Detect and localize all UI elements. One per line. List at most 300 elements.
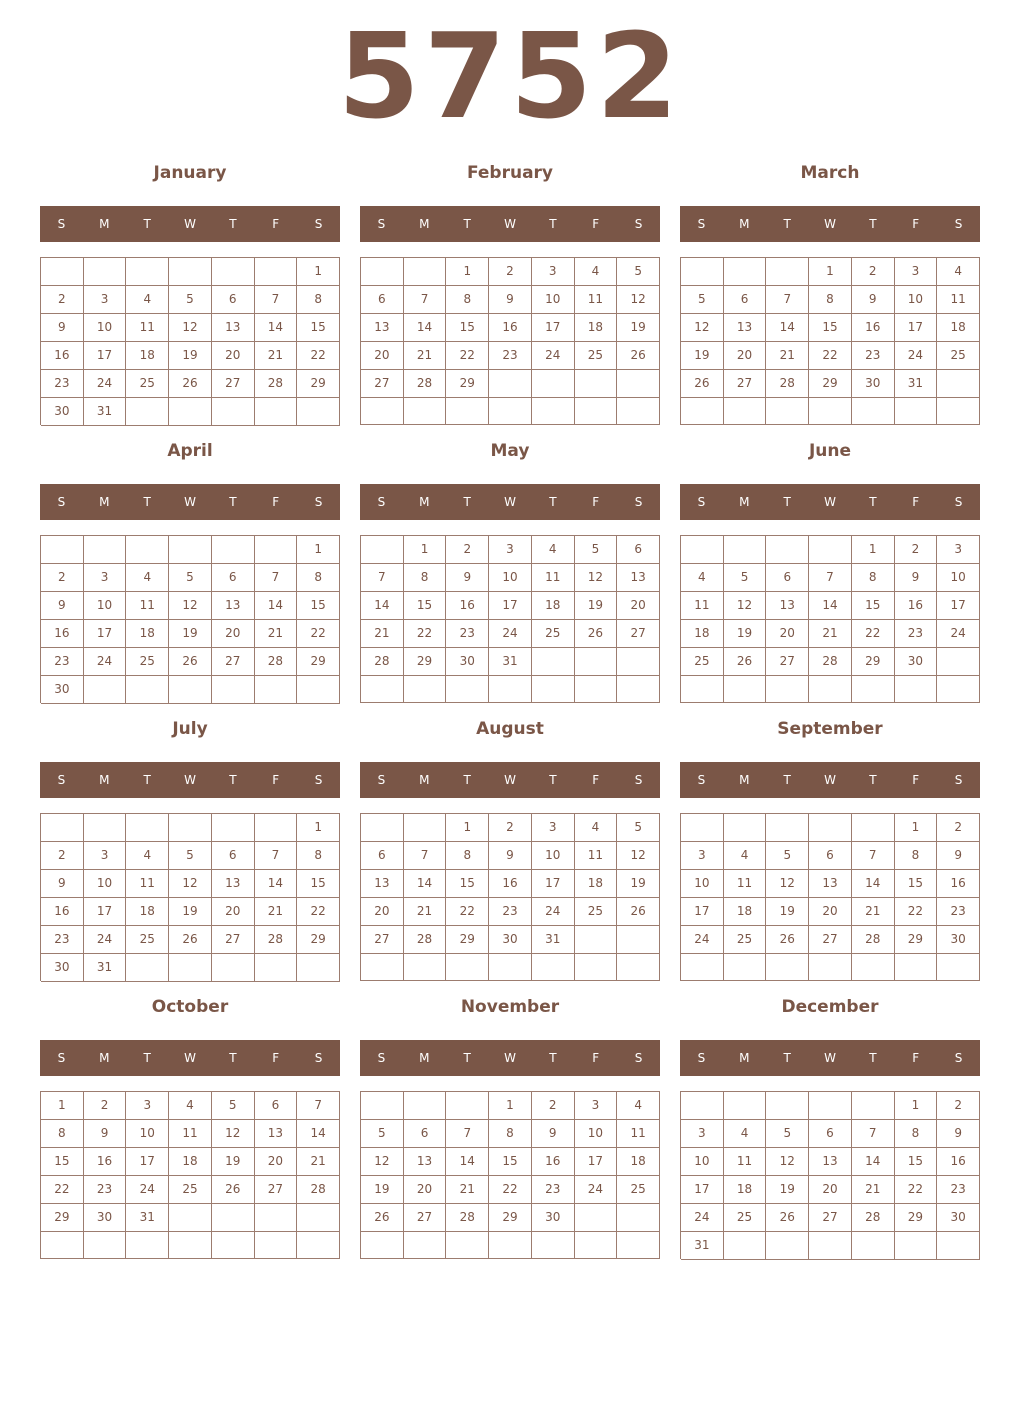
day-cell: 19 — [724, 620, 767, 648]
day-cell: 24 — [489, 620, 532, 648]
weekday-label: S — [954, 1051, 963, 1065]
day-cell: 29 — [852, 648, 895, 676]
day-cell: 27 — [809, 1204, 852, 1232]
day-cell: 15 — [446, 314, 489, 342]
day-cell: 18 — [575, 870, 618, 898]
empty-day-cell — [212, 258, 255, 286]
day-cell: 12 — [575, 564, 618, 592]
day-cell: 4 — [575, 258, 618, 286]
day-cell: 21 — [766, 342, 809, 370]
day-cell: 30 — [895, 648, 938, 676]
empty-day-cell — [852, 398, 895, 425]
day-cell: 3 — [575, 1092, 618, 1120]
day-cell: 26 — [169, 648, 212, 676]
empty-day-cell — [895, 1232, 938, 1260]
day-cell: 20 — [212, 898, 255, 926]
day-cell: 16 — [446, 592, 489, 620]
weekday-label: F — [272, 1051, 280, 1065]
empty-day-cell — [361, 398, 404, 425]
day-cell: 16 — [937, 870, 980, 898]
empty-day-cell — [809, 954, 852, 981]
weekday-label: W — [504, 495, 516, 509]
empty-day-cell — [361, 1232, 404, 1259]
day-cell: 17 — [532, 314, 575, 342]
weekday-label: T — [229, 773, 237, 787]
day-cell: 9 — [937, 842, 980, 870]
day-cell: 3 — [895, 258, 938, 286]
weekday-label: F — [592, 1051, 600, 1065]
day-cell: 8 — [297, 842, 340, 870]
weekday-label: M — [739, 1051, 750, 1065]
day-cell: 19 — [361, 1176, 404, 1204]
day-cell: 2 — [489, 258, 532, 286]
weekday-label: T — [143, 1051, 151, 1065]
empty-day-cell — [724, 814, 767, 842]
day-cell: 5 — [617, 814, 660, 842]
weekday-label: W — [824, 773, 836, 787]
day-cell: 23 — [937, 898, 980, 926]
day-cell: 27 — [212, 370, 255, 398]
day-cell: 13 — [724, 314, 767, 342]
day-cell: 23 — [852, 342, 895, 370]
day-grid — [40, 535, 340, 703]
day-cell: 30 — [41, 398, 84, 426]
day-cell: 24 — [681, 1204, 724, 1232]
day-cell: 20 — [361, 898, 404, 926]
empty-day-cell — [724, 676, 767, 703]
day-cell: 22 — [404, 620, 447, 648]
day-cell: 24 — [681, 926, 724, 954]
day-cell: 8 — [404, 564, 447, 592]
empty-day-cell — [169, 814, 212, 842]
empty-day-cell — [126, 954, 169, 982]
day-cell: 1 — [297, 814, 340, 842]
empty-day-cell — [41, 814, 84, 842]
day-cell: 25 — [126, 370, 169, 398]
weekday-label: F — [272, 495, 280, 509]
day-cell: 21 — [361, 620, 404, 648]
month-name: March — [800, 163, 860, 183]
month-name: July — [172, 719, 208, 739]
empty-day-cell — [766, 1232, 809, 1260]
day-cell: 23 — [41, 648, 84, 676]
empty-day-cell — [617, 954, 660, 981]
day-cell: 18 — [169, 1148, 212, 1176]
weekday-label: T — [463, 495, 471, 509]
weekday-label: W — [504, 217, 516, 231]
weekday-header — [360, 762, 660, 798]
empty-day-cell — [724, 1232, 767, 1260]
empty-day-cell — [681, 676, 724, 703]
day-cell: 23 — [532, 1176, 575, 1204]
day-cell: 14 — [404, 870, 447, 898]
day-cell: 14 — [852, 870, 895, 898]
day-cell: 26 — [617, 342, 660, 370]
empty-day-cell — [617, 1232, 660, 1259]
month-name: August — [476, 719, 544, 739]
weekday-header — [680, 206, 980, 242]
empty-day-cell — [766, 398, 809, 425]
empty-day-cell — [489, 1232, 532, 1259]
weekday-label: T — [463, 773, 471, 787]
weekday-label: S — [314, 217, 323, 231]
empty-day-cell — [489, 954, 532, 981]
empty-day-cell — [255, 954, 298, 982]
empty-day-cell — [724, 536, 767, 564]
empty-day-cell — [809, 814, 852, 842]
day-cell: 19 — [617, 314, 660, 342]
empty-day-cell — [809, 1092, 852, 1120]
weekday-label: F — [912, 773, 920, 787]
day-cell: 22 — [297, 620, 340, 648]
empty-day-cell — [617, 398, 660, 425]
weekday-label: F — [272, 217, 280, 231]
empty-day-cell — [361, 1092, 404, 1120]
day-cell: 23 — [937, 1176, 980, 1204]
empty-day-cell — [404, 398, 447, 425]
day-cell: 29 — [297, 370, 340, 398]
weekday-label: T — [549, 217, 557, 231]
weekday-label: S — [377, 495, 386, 509]
day-cell: 22 — [41, 1176, 84, 1204]
day-cell: 27 — [724, 370, 767, 398]
day-cell: 2 — [41, 564, 84, 592]
day-cell: 18 — [532, 592, 575, 620]
day-cell: 10 — [489, 564, 532, 592]
day-cell: 31 — [895, 370, 938, 398]
weekday-label: T — [143, 217, 151, 231]
day-cell: 19 — [766, 898, 809, 926]
weekday-label: W — [184, 495, 196, 509]
day-cell: 17 — [489, 592, 532, 620]
empty-day-cell — [255, 676, 298, 704]
day-cell: 8 — [446, 286, 489, 314]
day-cell: 19 — [169, 898, 212, 926]
day-cell: 16 — [852, 314, 895, 342]
day-cell: 22 — [895, 898, 938, 926]
day-cell: 4 — [937, 258, 980, 286]
day-cell: 9 — [446, 564, 489, 592]
empty-day-cell — [446, 954, 489, 981]
day-cell: 25 — [681, 648, 724, 676]
day-cell: 14 — [766, 314, 809, 342]
day-cell: 15 — [489, 1148, 532, 1176]
day-cell: 13 — [255, 1120, 298, 1148]
day-cell: 6 — [212, 286, 255, 314]
day-cell: 13 — [212, 870, 255, 898]
day-cell: 3 — [489, 536, 532, 564]
weekday-header — [680, 762, 980, 798]
empty-day-cell — [809, 398, 852, 425]
day-cell: 6 — [617, 536, 660, 564]
day-cell: 2 — [84, 1092, 127, 1120]
day-cell: 4 — [126, 286, 169, 314]
empty-day-cell — [532, 648, 575, 676]
day-cell: 14 — [255, 314, 298, 342]
day-cell: 25 — [724, 1204, 767, 1232]
weekday-label: S — [377, 773, 386, 787]
day-cell: 17 — [937, 592, 980, 620]
empty-day-cell — [212, 1232, 255, 1259]
weekday-label: W — [824, 217, 836, 231]
day-cell: 8 — [489, 1120, 532, 1148]
day-cell: 4 — [575, 814, 618, 842]
day-cell: 9 — [41, 314, 84, 342]
day-cell: 8 — [895, 842, 938, 870]
month-name: September — [777, 719, 883, 739]
empty-day-cell — [169, 676, 212, 704]
weekday-label: S — [697, 1051, 706, 1065]
empty-day-cell — [126, 1232, 169, 1259]
weekday-label: M — [739, 495, 750, 509]
day-cell: 28 — [809, 648, 852, 676]
empty-day-cell — [809, 536, 852, 564]
empty-day-cell — [532, 676, 575, 703]
weekday-label: S — [954, 773, 963, 787]
empty-day-cell — [617, 676, 660, 703]
day-cell: 18 — [126, 898, 169, 926]
day-cell: 20 — [809, 1176, 852, 1204]
weekday-header — [680, 1040, 980, 1076]
day-cell: 24 — [532, 898, 575, 926]
empty-day-cell — [84, 1232, 127, 1259]
day-cell: 11 — [532, 564, 575, 592]
month-name: October — [151, 997, 229, 1017]
empty-day-cell — [297, 1204, 340, 1232]
day-cell: 16 — [41, 898, 84, 926]
day-cell: 22 — [489, 1176, 532, 1204]
day-cell: 4 — [681, 564, 724, 592]
weekday-label: M — [739, 773, 750, 787]
empty-day-cell — [446, 676, 489, 703]
empty-day-cell — [937, 398, 980, 425]
day-cell: 21 — [404, 342, 447, 370]
empty-day-cell — [126, 536, 169, 564]
day-cell: 13 — [809, 1148, 852, 1176]
day-cell: 10 — [126, 1120, 169, 1148]
empty-day-cell — [404, 1232, 447, 1259]
day-cell: 26 — [169, 370, 212, 398]
weekday-label: S — [57, 217, 66, 231]
day-cell: 15 — [297, 870, 340, 898]
empty-day-cell — [681, 814, 724, 842]
empty-day-cell — [212, 814, 255, 842]
day-cell: 28 — [361, 648, 404, 676]
day-cell: 12 — [617, 286, 660, 314]
month-name: June — [808, 441, 852, 461]
day-cell: 17 — [895, 314, 938, 342]
day-cell: 25 — [575, 898, 618, 926]
day-cell: 4 — [724, 1120, 767, 1148]
day-cell: 7 — [404, 842, 447, 870]
weekday-label: M — [99, 773, 110, 787]
weekday-label: M — [419, 217, 430, 231]
weekday-label: T — [229, 217, 237, 231]
day-cell: 13 — [404, 1148, 447, 1176]
day-cell: 16 — [41, 342, 84, 370]
empty-day-cell — [617, 648, 660, 676]
day-cell: 12 — [169, 870, 212, 898]
day-cell: 16 — [895, 592, 938, 620]
day-cell: 14 — [852, 1148, 895, 1176]
day-cell: 29 — [404, 648, 447, 676]
empty-day-cell — [404, 258, 447, 286]
day-cell: 30 — [937, 926, 980, 954]
empty-day-cell — [404, 1092, 447, 1120]
day-cell: 3 — [532, 814, 575, 842]
empty-day-cell — [852, 1232, 895, 1260]
day-cell: 11 — [126, 870, 169, 898]
day-cell: 1 — [895, 1092, 938, 1120]
weekday-label: S — [697, 495, 706, 509]
empty-day-cell — [766, 954, 809, 981]
day-cell: 3 — [681, 1120, 724, 1148]
empty-day-cell — [532, 1232, 575, 1259]
empty-day-cell — [84, 258, 127, 286]
empty-day-cell — [852, 814, 895, 842]
weekday-label: M — [419, 773, 430, 787]
day-cell: 5 — [212, 1092, 255, 1120]
day-cell: 13 — [212, 314, 255, 342]
weekday-label: T — [229, 495, 237, 509]
day-grid — [40, 813, 340, 981]
day-cell: 24 — [84, 926, 127, 954]
day-cell: 15 — [297, 592, 340, 620]
weekday-label: W — [184, 773, 196, 787]
empty-day-cell — [617, 370, 660, 398]
day-cell: 9 — [937, 1120, 980, 1148]
day-cell: 12 — [766, 1148, 809, 1176]
empty-day-cell — [84, 676, 127, 704]
day-cell: 26 — [169, 926, 212, 954]
day-cell: 13 — [212, 592, 255, 620]
day-grid — [40, 257, 340, 425]
day-cell: 27 — [766, 648, 809, 676]
day-cell: 11 — [617, 1120, 660, 1148]
day-cell: 30 — [489, 926, 532, 954]
day-cell: 14 — [361, 592, 404, 620]
empty-day-cell — [297, 676, 340, 704]
day-cell: 22 — [446, 342, 489, 370]
day-cell: 9 — [852, 286, 895, 314]
month-name: December — [781, 997, 879, 1017]
empty-day-cell — [617, 926, 660, 954]
weekday-label: T — [869, 217, 877, 231]
weekday-label: F — [592, 773, 600, 787]
day-cell: 22 — [809, 342, 852, 370]
empty-day-cell — [212, 1204, 255, 1232]
day-cell: 13 — [361, 870, 404, 898]
day-cell: 21 — [255, 342, 298, 370]
day-cell: 30 — [852, 370, 895, 398]
day-cell: 1 — [41, 1092, 84, 1120]
month-name: April — [167, 441, 213, 461]
day-cell: 10 — [532, 842, 575, 870]
day-cell: 25 — [724, 926, 767, 954]
day-cell: 14 — [255, 870, 298, 898]
day-cell: 18 — [126, 342, 169, 370]
day-cell: 3 — [532, 258, 575, 286]
day-cell: 9 — [895, 564, 938, 592]
empty-day-cell — [169, 398, 212, 426]
day-cell: 17 — [84, 898, 127, 926]
day-cell: 28 — [255, 648, 298, 676]
day-cell: 30 — [41, 676, 84, 704]
day-grid — [40, 1091, 340, 1259]
empty-day-cell — [84, 814, 127, 842]
day-cell: 1 — [489, 1092, 532, 1120]
day-cell: 3 — [937, 536, 980, 564]
empty-day-cell — [446, 398, 489, 425]
empty-day-cell — [809, 1232, 852, 1260]
day-cell: 20 — [617, 592, 660, 620]
day-grid — [680, 1091, 980, 1259]
day-cell: 17 — [532, 870, 575, 898]
day-cell: 14 — [297, 1120, 340, 1148]
day-grid — [360, 1091, 660, 1259]
day-cell: 7 — [809, 564, 852, 592]
day-cell: 9 — [489, 286, 532, 314]
weekday-label: S — [377, 217, 386, 231]
day-cell: 2 — [41, 286, 84, 314]
day-cell: 22 — [446, 898, 489, 926]
day-cell: 19 — [169, 342, 212, 370]
day-cell: 20 — [212, 342, 255, 370]
weekday-label: T — [143, 495, 151, 509]
day-cell: 27 — [255, 1176, 298, 1204]
day-cell: 1 — [446, 258, 489, 286]
day-cell: 27 — [617, 620, 660, 648]
day-cell: 28 — [446, 1204, 489, 1232]
day-cell: 30 — [41, 954, 84, 982]
day-cell: 29 — [895, 1204, 938, 1232]
day-cell: 18 — [724, 898, 767, 926]
day-cell: 7 — [446, 1120, 489, 1148]
month-name: November — [460, 997, 560, 1017]
weekday-header — [40, 484, 340, 520]
empty-day-cell — [681, 954, 724, 981]
day-cell: 5 — [169, 564, 212, 592]
day-cell: 26 — [766, 926, 809, 954]
day-cell: 19 — [766, 1176, 809, 1204]
day-cell: 27 — [361, 370, 404, 398]
day-cell: 16 — [532, 1148, 575, 1176]
weekday-label: S — [634, 217, 643, 231]
day-cell: 27 — [361, 926, 404, 954]
empty-day-cell — [361, 814, 404, 842]
day-cell: 25 — [126, 926, 169, 954]
empty-day-cell — [575, 1232, 618, 1259]
day-cell: 19 — [681, 342, 724, 370]
empty-day-cell — [895, 954, 938, 981]
empty-day-cell — [532, 398, 575, 425]
day-grid — [680, 813, 980, 981]
empty-day-cell — [361, 258, 404, 286]
day-cell: 28 — [852, 926, 895, 954]
day-cell: 15 — [809, 314, 852, 342]
day-cell: 24 — [532, 342, 575, 370]
day-cell: 9 — [84, 1120, 127, 1148]
empty-day-cell — [852, 954, 895, 981]
empty-day-cell — [41, 1232, 84, 1259]
day-cell: 5 — [766, 1120, 809, 1148]
empty-day-cell — [126, 676, 169, 704]
empty-day-cell — [852, 1092, 895, 1120]
day-cell: 31 — [681, 1232, 724, 1260]
day-cell: 22 — [852, 620, 895, 648]
empty-day-cell — [724, 954, 767, 981]
empty-day-cell — [41, 258, 84, 286]
